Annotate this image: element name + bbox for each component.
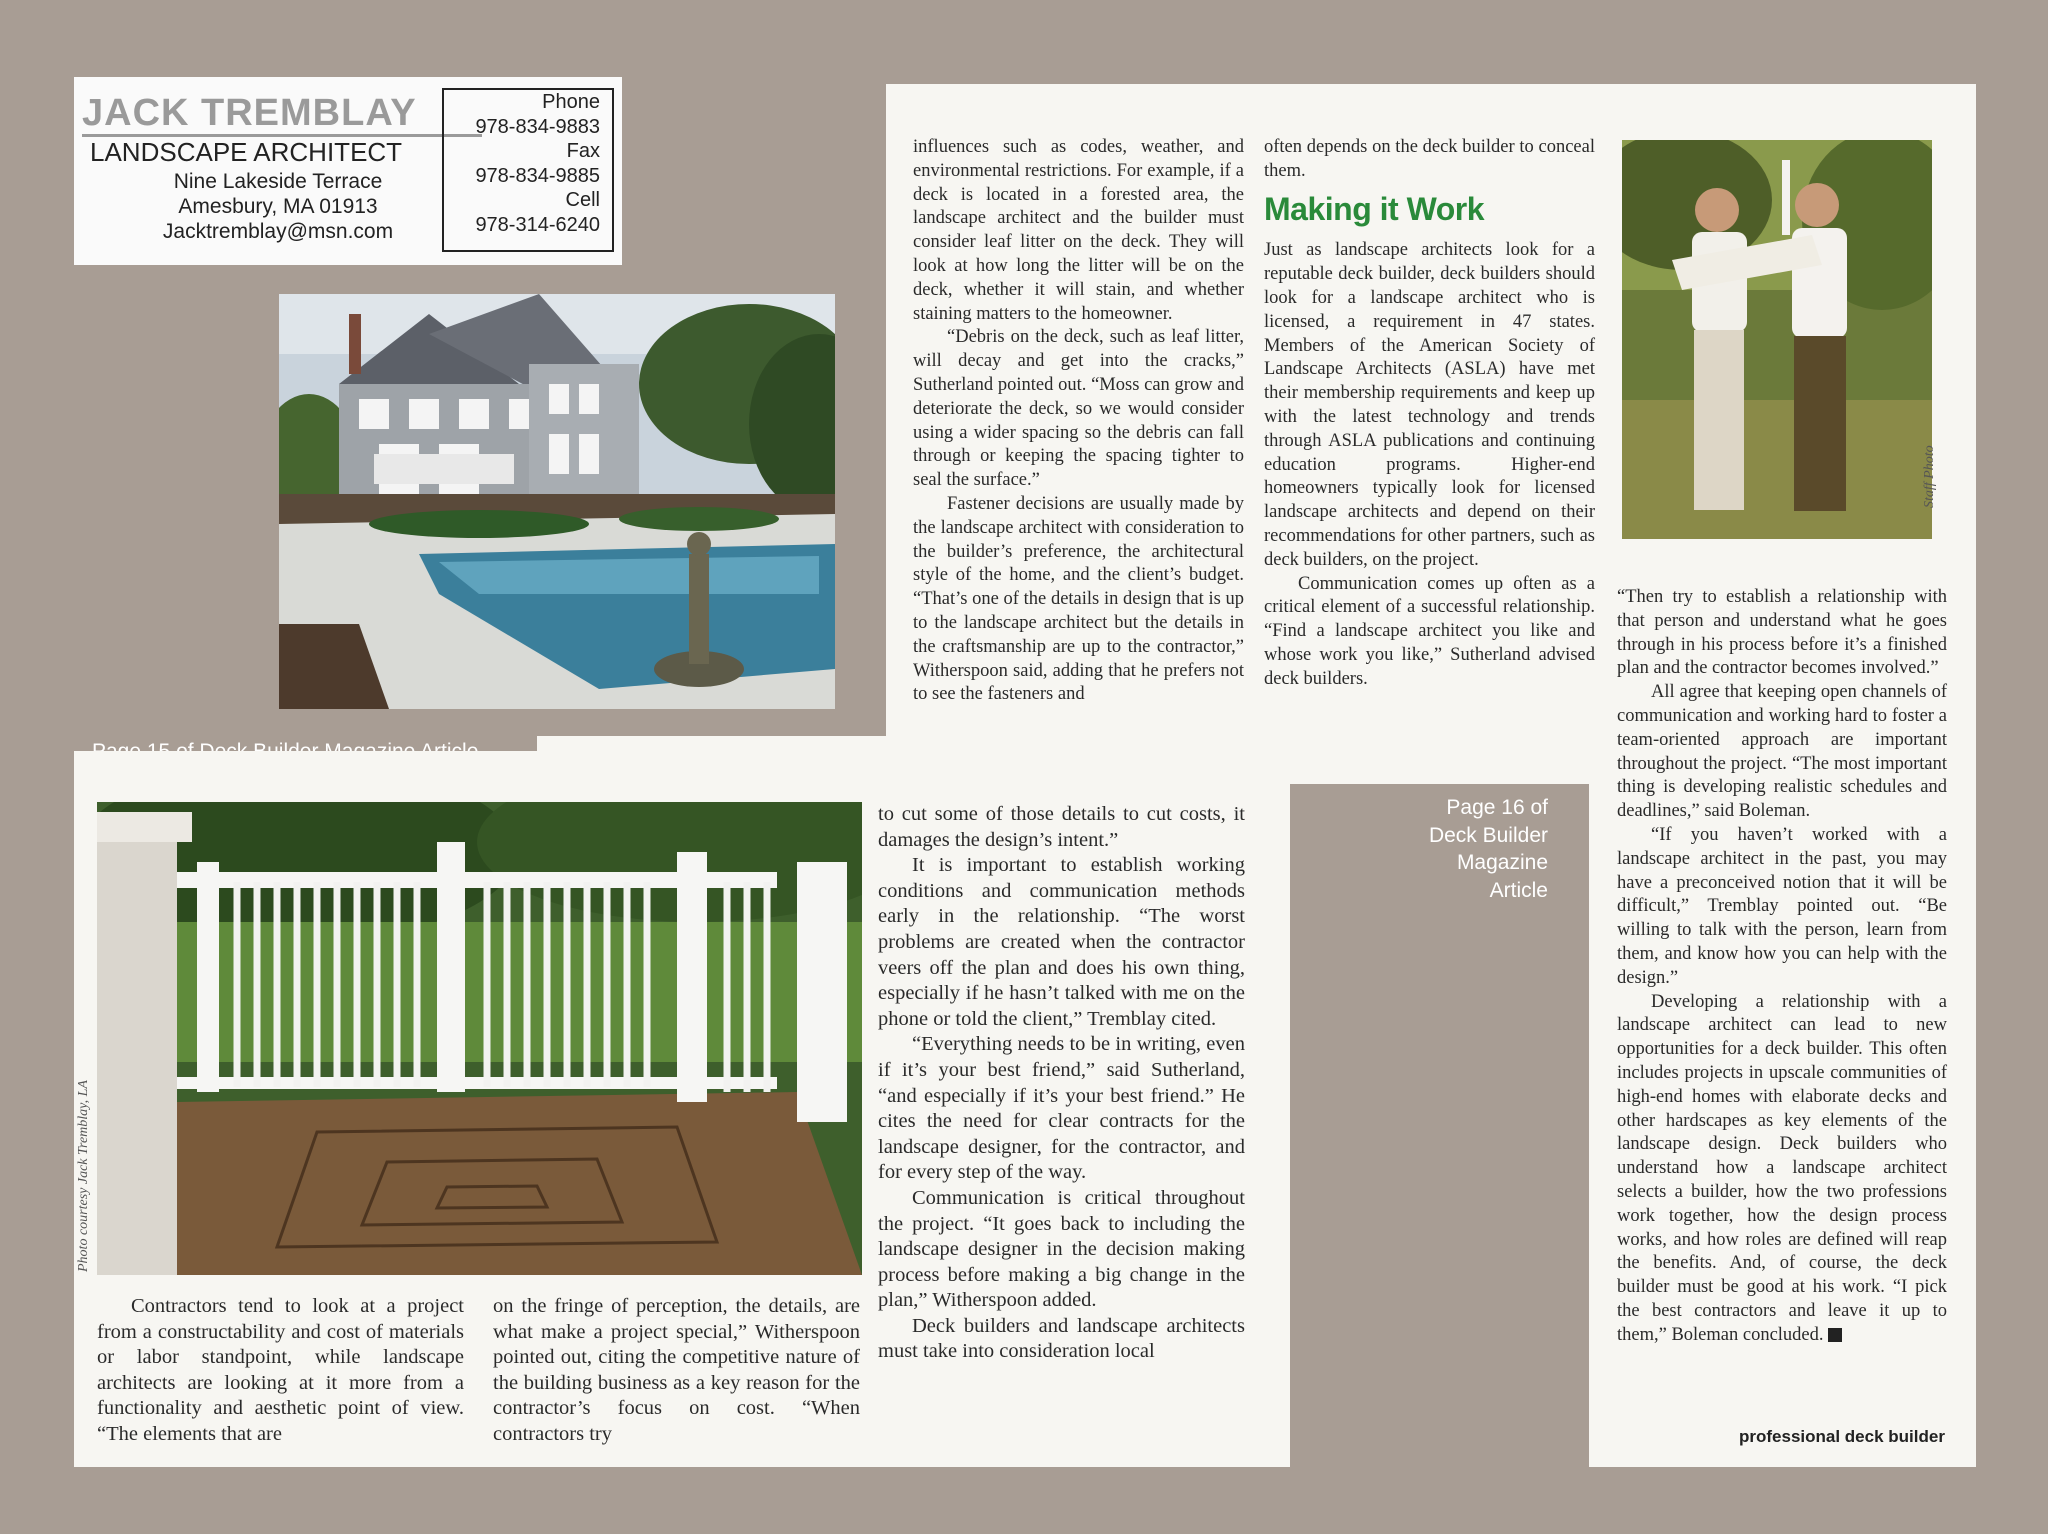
phone-number: 978-834-9883 [475, 115, 600, 138]
paragraph: It is important to establish working conditions and communication methods early in the relationship. “The worst problems are created when the contractor veers off the plan and does his own thing, especially if he hasn’t talked with me on the phone or told the client,” Tremblay cited. [878, 854, 1245, 1030]
card-city: Amesbury, MA 01913 [178, 195, 378, 218]
deck-railing-photo [97, 802, 862, 1275]
paragraph: “Then try to establish a relationship with that person and understand what he goes through in his process before it’s a finished plan and the contractor becomes involved.” [1617, 587, 1947, 679]
fax-label: Fax [566, 140, 600, 162]
pool-house-photo [279, 294, 835, 709]
card-title: LANDSCAPE ARCHITECT [90, 137, 403, 167]
card-name: JACK TREMBLAY [82, 93, 482, 137]
paragraph: Deck builders and landscape architects must take into consideration local [878, 1314, 1245, 1363]
page16-caption-line: Magazine [1456, 851, 1548, 874]
architects-photo [1622, 140, 1932, 539]
cell-number: 978-314-6240 [475, 213, 600, 236]
page16-caption [1378, 794, 1548, 904]
staff-photo-credit: Staff Photo [1922, 445, 1937, 508]
page16-column-1 [913, 136, 1244, 707]
page16-caption-line: Deck Builder [1428, 823, 1548, 847]
section-heading: Making it Work [1264, 190, 1484, 227]
paragraph: “If you haven’t worked with a landscape architect in the past, you may have a preconceived notion that it will be difficult,” Tremblay pointed out. “Be willing to talk with the person, learn from them, and know how you can help with the design.” [1617, 824, 1947, 988]
photo-credit: Photo courtesy Jack Tremblay, LA [76, 1080, 91, 1272]
paragraph: on the fringe of perception, the details, are what make a project special,” Witherspoon pointed out, citing the competitive nature of the building business as a key reason for the contractor’s focus on cost. “When contractors try [493, 1295, 860, 1445]
card-address [98, 169, 458, 244]
cell-label: Cell [565, 189, 600, 211]
paragraph: Just as landscape architects look for a reputable deck builder, deck builders should look for a landscape architect who is licensed, a requirement in 47 states. Members of the American Society of Landscape Architects (ASLA) have met their membership requirements and keep up with the latest technology and trends through ASLA publications and continuing education programs. Higher-end homeowners typically look for licensed landscape architects and depend on their recommendations for other partners, such as deck builders, on the project. [1264, 240, 1595, 570]
paragraph: Communication comes up often as a critical element of a successful relationship. “Find a landscape architect you like and whose work you like,” Sutherland advised deck builders. [1264, 573, 1595, 689]
card-phones [442, 88, 614, 252]
paragraph: “Debris on the deck, such as leaf litter, will decay and get into the cracks,” Sutherland pointed out. “Moss can grow and deteriorate the deck, so we would consider using a wider spacing so the debris can fall through or keeping the spacing tighter to seal the surface.” [913, 327, 1244, 491]
end-mark-icon [1828, 1328, 1842, 1342]
page16-column-3 [1617, 586, 1947, 1348]
paragraph: often depends on the deck builder to conceal them. [1264, 137, 1595, 181]
card-email: Jacktremblay@msn.com [162, 220, 394, 243]
paragraph: to cut some of those details to cut costs, it damages the design’s intent.” [878, 803, 1245, 851]
page16-caption-line: Article [1489, 878, 1548, 902]
phone-label: Phone [542, 91, 600, 113]
fax-number: 978-834-9885 [475, 164, 600, 187]
magazine-footer: professional deck builder [1739, 1427, 1945, 1446]
card-street: Nine Lakeside Terrace [173, 170, 383, 193]
paragraph: Fastener decisions are usually made by the landscape architect with consideration to the builder’s preference, the architectural style of the home, and the client’s budget. “That’s one of the details in design that is up to the landscape architect but the details in the craftsmanship are up to the contractor,” Witherspoon said, adding that he prefers not to see the fasteners and [913, 493, 1244, 705]
paragraph: Communication is critical throughout the project. “It goes back to including the landscape designer in the decision making process before making a big change in the plan,” Witherspoon added. [878, 1186, 1245, 1312]
page15-column-1 [97, 1294, 464, 1448]
paragraph: Contractors tend to look at a project from a constructability and cost of materials or labor standpoint, while landscape architects are looking at it more from a functionality and aesthetic point of view. “The elements that are [97, 1295, 464, 1445]
paragraph [1617, 991, 1947, 1348]
page15-column-3 [878, 802, 1245, 1365]
page16-caption-line: Page 16 of [1446, 796, 1548, 819]
page15-column-2 [493, 1294, 860, 1448]
paragraph: “Everything needs to be in writing, even if it’s your best friend,” said Sutherland, “and especially if it’s your best friend.” He cites the need for clear contracts for the landscape designer, for the contractor, and for every step of the way. [878, 1033, 1245, 1184]
page16-column-2 [1264, 136, 1595, 692]
paragraph: influences such as codes, weather, and environmental restrictions. For example, if a deck is located in a forested area, the landscape architect and the builder must consider leaf litter on the deck. They will look at how long the litter will be on the deck, whether it will stain, and whether staining matters to the homeowner. [913, 137, 1244, 324]
business-card [74, 77, 622, 265]
paragraph: All agree that keeping open channels of communication and working hard to foster a team-oriented approach are important throughout the project. “The most important thing is developing realistic schedules and deadlines,” said Boleman. [1617, 682, 1947, 822]
paragraph-text: Developing a relationship with a landscape architect can lead to new opportunities for a deck builder. This often includes projects in upscale communities of high-end homes with elaborate decks and other hardscapes as key elements of the landscape design. Deck builders who understand how a landscape architect selects a builder, how the two professions work together, how the design process works, and how roles are defined will reap the benefits. And, of course, the deck builder must be good at his work. “I pick the best contractors and leave it up to them,” Boleman concluded. [1617, 991, 1947, 1345]
